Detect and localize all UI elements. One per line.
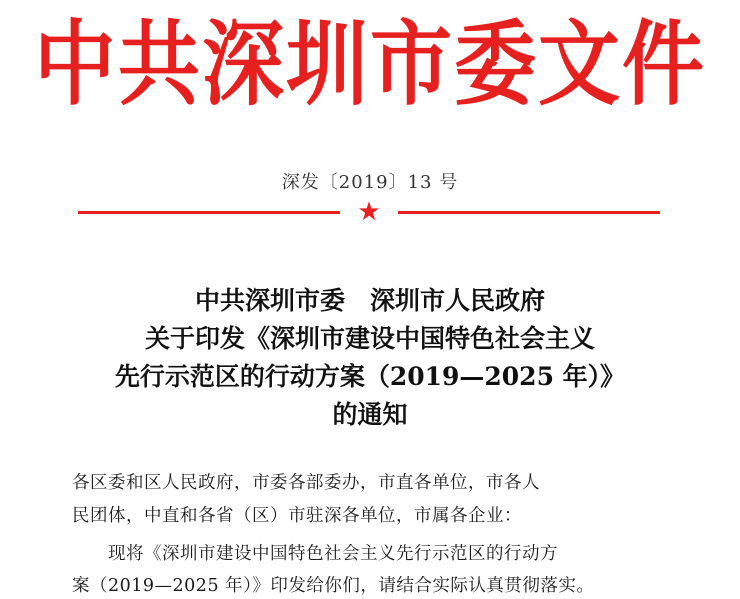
notice-title-line-1: 中共深圳市委 深圳市人民政府	[194, 286, 545, 315]
notice-title-line-2: 关于印发《深圳市建设中国特色社会主义	[144, 324, 595, 353]
notice-title-line-4: 的通知	[332, 400, 408, 429]
divider-line-left	[78, 211, 340, 214]
star-icon: ★	[357, 197, 381, 227]
masthead-title: 中共深圳市委文件	[33, 12, 706, 119]
notice-title-line-3: 先行示范区的行动方案（2019—2025 年）》	[114, 362, 626, 391]
body-paragraph-line-1: 现将《深圳市建设中国特色社会主义先行示范区的行动方	[108, 544, 558, 564]
red-divider	[0, 197, 740, 227]
body-paragraph-line-2: 案（2019—2025 年）》印发给你们，请结合实际认真贯彻落实。	[72, 576, 595, 596]
divider-line-right	[398, 211, 660, 214]
salutation-line-2: 民团体，中直和各省（区）市驻深各单位，市属各企业：	[72, 506, 522, 526]
salutation-line-1: 各区委和区人民政府，市委各部委办，市直各单位，市各人	[72, 473, 540, 493]
document-number: 深发〔2019〕13 号	[281, 172, 459, 193]
